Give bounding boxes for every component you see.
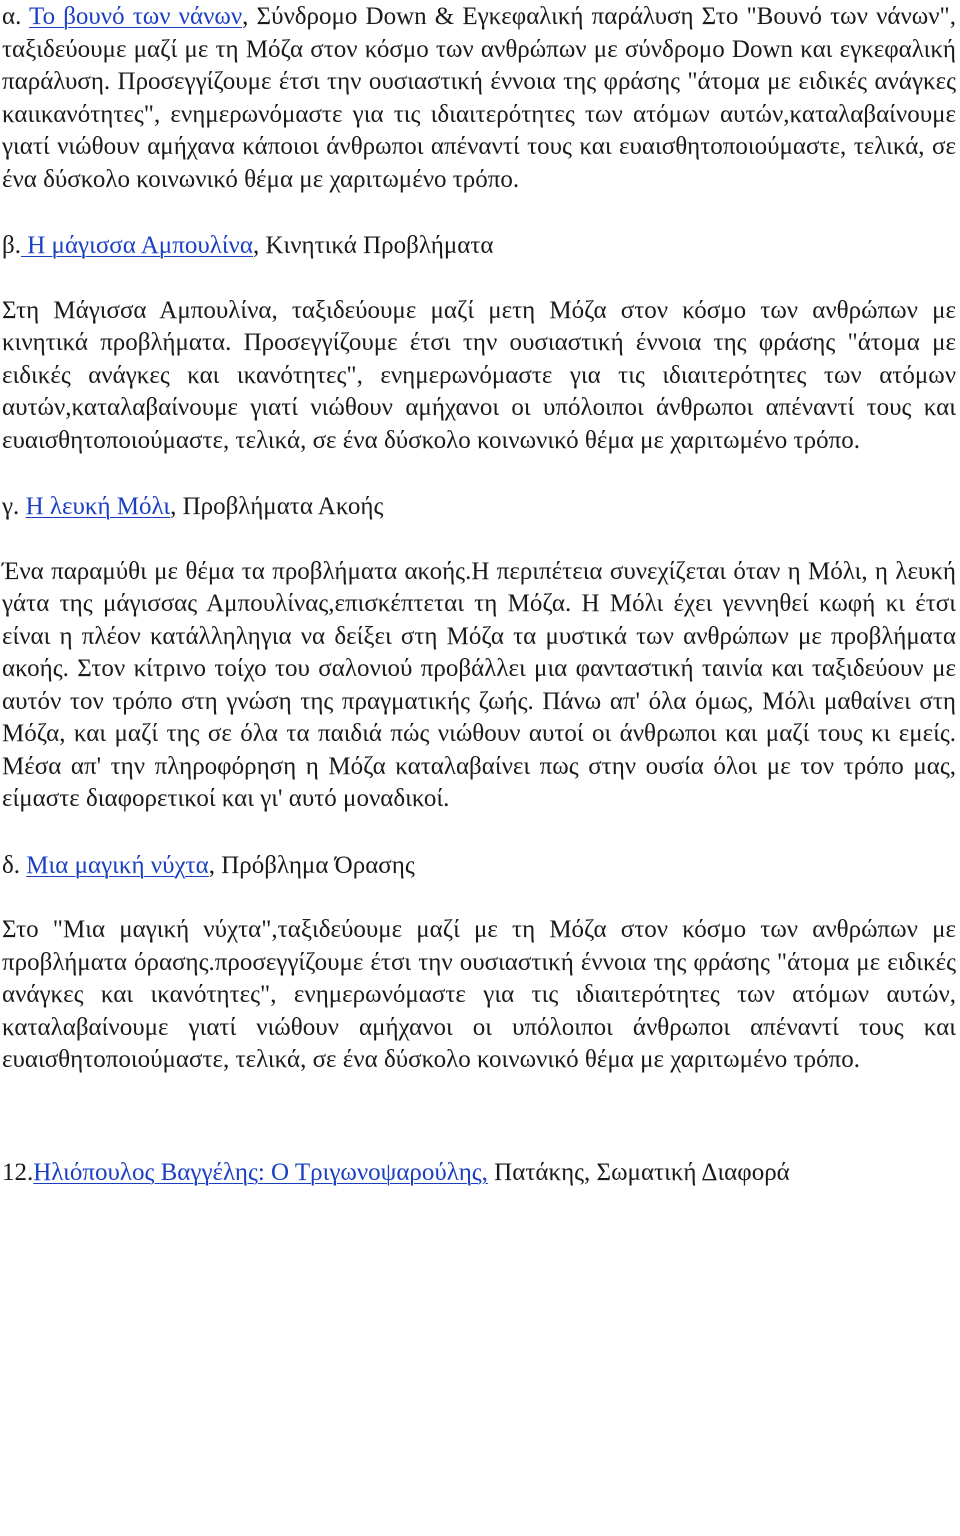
spacer	[2, 1077, 956, 1157]
section-a-body: Στο "Βουνό των νάνων", ταξιδεύουμε μαζί με τη Μόζα στον κόσμο των ανθρώπων με σύνδρομο Down και εγκεφαλική παράλυση. Προσεγγίζουμε έτσι την ουσιαστική έννοια της φράσης "άτομα με ειδικές ανάγκες καιικανότητες", ενημερωνόμαστε για τις ιδιαιτερότητες των ατόμων αυτών,καταλαβαίνουμε γιατί νιώθουν αμήχανα κάποιοι άνθρωποι απέναντί τους και ευαισθητοποιούμαστε, τελικά, σε ένα δύσκολο κοινωνικό θέμα με χαριτωμένο τρόπο.	[2, 3, 956, 193]
spacer	[2, 457, 956, 491]
section-d-body: Στο "Μια μαγική νύχτα",ταξιδεύουμε μαζί με τη Μόζα στον κόσμο των ανθρώπων με προβλήματα όρασης.προσεγγίζουμε έτσι την ουσιαστική έννοια της φράσης "άτομα με ειδικές ανάγκες και ικανότητες", ενημερωνόμαστε για τις ιδιαιτερότητες των ατόμων αυτών, καταλαβαίνουμε γιατί νιώθουν αμήχανοι οι υπόλοιποι άνθρωποι απέναντί τους και ευαισθητοποιούμαστε, τελικά, σε ένα δύσκολο κοινωνικό θέμα με χαριτωμένο τρόπο.	[2, 916, 956, 1073]
section-a-marker: α.	[2, 3, 30, 30]
section-c-marker: γ.	[2, 493, 26, 520]
spacer	[2, 263, 956, 295]
section-d-marker: δ.	[2, 851, 27, 879]
section-b-marker: β.	[2, 232, 21, 259]
section-c-heading	[2, 491, 956, 524]
link-to-vouno-ton-nanon[interactable]: Το βουνό των νάνων	[29, 3, 243, 30]
section-c-body: Ένα παραμύθι με θέμα τα προβλήματα ακοής.Η περιπέτεια συνεχίζεται όταν η Μόλι, η λευκή γάτα της μάγισσας Αμπουλίνας,επισκέπτεται τη Μόζα. Η Μόλι έχει γεννηθεί κωφή κι έτσι είναι η πλέον κατάλληληγια να δείξει στη Μόζα τα μυστικά των ανθρώπων με προβλήματα ακοής. Στον κίτρινο τοίχο του σαλονιού προβάλλει μια φανταστική ταινία και ταξιδεύουν με αυτόν τον τρόπο στη γνώση της πραγματικής ζωής. Πάνω απ' όλα όμως, Μόλι μαθαίνει στη Μόζα, και μαζί της σε όλα τα παιδιά πώς νιώθουν αυτοί οι άνθρωποι και μαζί τους κι εμείς. Μέσα απ' την πληροφόρηση η Μόζα καταλαβαίνει πως στην ουσία όλοι με τον τρόπο μας, είμαστε διαφορετικοί και γι' αυτό μοναδικοί.	[2, 557, 956, 812]
link-to-magissa-ampoulina[interactable]: Η μάγισσα Αμπουλίνα	[20, 232, 253, 259]
section-b-subtitle: , Κινητικά Προβλήματα	[252, 232, 494, 259]
section-c-subtitle: , Προβλήματα Ακοής	[170, 493, 384, 520]
section-b-heading	[2, 230, 956, 263]
link-to-trigonopsaroulis[interactable]: Ηλιόπουλος Βαγγέλης: Ο Τριγωνοψαρούλης,	[33, 1158, 488, 1186]
section-a-paragraph	[2, 0, 956, 196]
spacer	[2, 882, 956, 914]
entry-12-marker: 12.	[2, 1158, 34, 1186]
document-page	[2, 0, 956, 1189]
entry-12-publisher: Πατάκης, Σωματική Διαφορά	[487, 1158, 790, 1186]
link-to-magiki-nyxta[interactable]: Μια μαγική νύχτα	[26, 851, 209, 879]
link-to-lefki-moli[interactable]: Η λευκή Μόλι	[25, 493, 171, 520]
spacer	[2, 524, 956, 556]
section-d-subtitle: , Πρόβλημα Όρασης	[208, 851, 415, 879]
section-b-body: Στη Μάγισσα Αμπουλίνα, ταξιδεύουμε μαζί μετη Μόζα στον κόσμο των ανθρώπων με κινητικά προβλήματα. Προσεγγίζουμε έτσι την ουσιαστική έννοια της φράσης "άτομα με ειδικές ανάγκες και ικανότητες", ενημερωνόμαστε για τις ιδιαιτερότητες των ατόμων αυτών,καταλαβαίνουμε γιατί νιώθουν αμήχανοι οι υπόλοιποι άνθρωποι απέναντί τους και ευαισθητοποιούμαστε, τελικά, σε ένα δύσκολο κοινωνικό θέμα με χαριτωμένο τρόπο.	[2, 296, 956, 454]
bibliography-entry-12	[2, 1157, 956, 1190]
spacer	[2, 196, 956, 230]
section-a-subtitle: , Σύνδρομο Down & Εγκεφαλική παράλυση	[242, 3, 694, 30]
section-d-heading	[2, 850, 956, 883]
spacer	[2, 816, 956, 850]
